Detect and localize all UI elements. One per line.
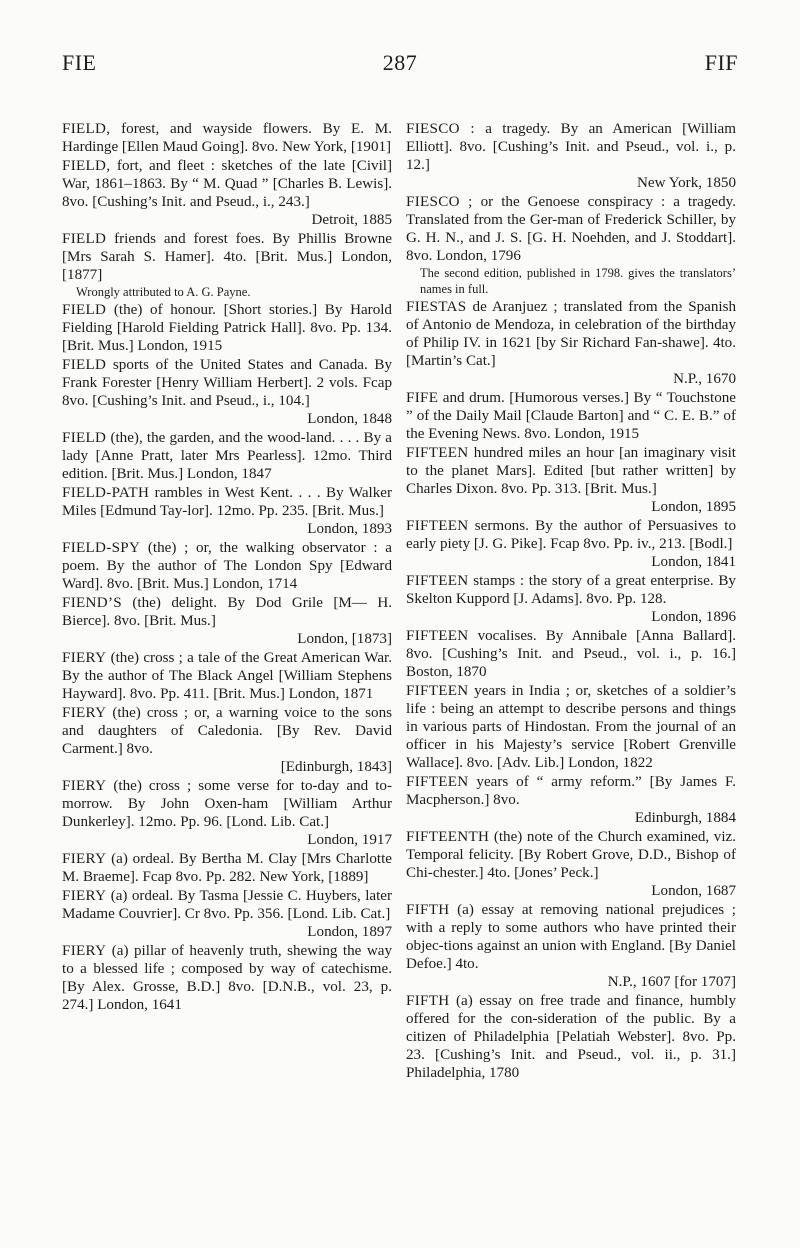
entry-headword: FIFTEEN	[406, 628, 469, 644]
entry-imprint: London, 1841	[651, 554, 736, 570]
entry-body: (the) of honour. [Short stories.] By Harold Fielding [Harold Fielding Patrick Hall]. 8vo. Pp. 134. [Brit. Mus.] London, 1915	[62, 302, 392, 354]
catalog-entry	[406, 517, 736, 571]
catalog-entry	[62, 484, 392, 538]
entry-headword: FIERY	[62, 943, 107, 959]
entry-body: (a) essay at removing national prejudices ; with a reply to some authors who have printed their objec-tions against an union with England. [By Daniel Defoe.] 4to.	[406, 902, 736, 972]
entry-headword: FIERY	[62, 851, 107, 867]
entry-body: (a) ordeal. By Tasma [Jessie C. Huybers, later Madame Couvrier]. Cr 8vo. Pp. 356. [Lond. Lib. Cat.]	[62, 888, 393, 922]
catalog-entry	[406, 120, 736, 192]
entry-headword: FIELD	[62, 430, 107, 446]
right-column	[406, 120, 736, 1083]
entry-note: The second edition, published in 1798. gives the translators’ names in full.	[420, 266, 736, 296]
entry-note: Wrongly attributed to A. G. Payne.	[76, 285, 251, 299]
entry-imprint: London, [1873]	[297, 631, 392, 647]
entry-headword: FIELD-PATH	[62, 485, 150, 501]
entry-body: years of “ army reform.” [By James F. Macpherson.] 8vo.	[406, 774, 736, 808]
running-header	[0, 50, 800, 90]
entry-body: stamps : the story of a great enterprise. By Skelton Kuppord [J. Adams]. 8vo. Pp. 128.	[406, 573, 736, 607]
entry-body: hundred miles an hour [an imaginary visit to the planet Mars]. Edited [but rather written] by Charles Dixon. 8vo. Pp. 313. [Brit. Mus.]	[406, 445, 736, 497]
entry-imprint: Edinburgh, 1884	[634, 810, 736, 826]
entry-headword: FIESCO ;	[406, 194, 473, 210]
catalog-entry	[406, 444, 736, 516]
catalog-entry	[406, 572, 736, 626]
catalog-entry	[62, 356, 392, 428]
entry-body: (the) cross ; some verse for to-day and to-morrow. By John Oxen-ham [William Arthur Dunkerley]. 12mo. Pp. 96. [Lond. Lib. Cat.]	[62, 778, 392, 830]
entry-headword: FIELD	[62, 302, 107, 318]
entry-headword: FIFTH	[406, 902, 450, 918]
entry-headword: FIELD,	[62, 121, 111, 137]
entry-body: (a) ordeal. By Bertha M. Clay [Mrs Charlotte M. Braeme]. Fcap 8vo. Pp. 282. New York, [1889]	[62, 851, 392, 885]
header-left-guide-word: FIE	[62, 50, 97, 75]
entry-headword: FIERY	[62, 705, 107, 721]
entry-headword: FIEND’S	[62, 595, 122, 611]
catalog-entry	[62, 301, 392, 355]
entry-body: (the) ; or, the walking observator : a poem. By the author of The London Spy [Edward Ward]. 8vo. [Brit. Mus.] London, 1714	[62, 540, 392, 592]
catalog-entry	[406, 773, 736, 827]
entry-headword: FIELD	[62, 231, 107, 247]
entry-body: (a) essay on free trade and finance, humbly offered for the con-sideration of the public. By a citizen of Philadelphia [Pelatiah Webster]. 8vo. Pp. 23. [Cushing’s Init. and Pseud., vol. ii., p. 31.] Philadelphia, 1780	[406, 993, 736, 1081]
entry-body: (a) pillar of heavenly truth, shewing the way to a blessed life ; composed by way of catechisme. [By Alex. Grosse, B.D.] 8vo. [D.N.B., vol. 23, p. 274.] London, 1641	[62, 943, 392, 1013]
entry-headword: FIFTEEN	[406, 683, 469, 699]
entry-body: (the) cross ; a tale of the Great American War. By the author of The Black Angel [William Stephens Hayward]. 8vo. Pp. 411. [Brit. Mus.] London, 1871	[62, 650, 392, 702]
entry-body: (the), the garden, and the wood-land. . . . By a lady [Anne Pratt, later Mrs Pearless]. 12mo. Third edition. [Brit. Mus.] London, 1847	[62, 430, 392, 482]
entry-body: sports of the United States and Canada. By Frank Forester [Henry William Herbert]. 2 vols. Fcap 8vo. [Cushing’s Init. and Pseud., i., 104.]	[62, 357, 392, 409]
entry-imprint: London, 1917	[307, 832, 392, 848]
entry-headword: FIFTH	[406, 993, 450, 1009]
catalog-entry	[62, 594, 392, 648]
catalog-entry	[406, 901, 736, 991]
entry-body: or the Genoese conspiracy : a tragedy. Translated from the Ger-man of Frederick Schiller, by G. H. N., and J. S. [G. H. Noehden, and J. Stoddart]. 8vo. London, 1796	[406, 194, 736, 264]
catalog-entry	[62, 120, 392, 156]
entry-headword: FIERY	[62, 888, 107, 904]
entry-body: a tragedy. By an American [William Elliott]. 8vo. [Cushing’s Init. and Pseud., vol. i., p. 12.]	[406, 121, 736, 173]
entry-body: (the) note of the Church examined, viz. Temporal felicity. [By Robert Grove, D.D., Bishop of Chi-chester.] 4to. [Jones’ Peck.]	[406, 829, 736, 881]
entry-imprint: New York, 1850	[637, 175, 736, 191]
entry-headword: FIFTEEN	[406, 774, 469, 790]
entry-imprint: London, 1895	[651, 499, 736, 515]
entry-body: rambles in West Kent. . . . By Walker Miles [Edmund Tay-lor]. 12mo. Pp. 235. [Brit. Mus.]	[62, 485, 393, 519]
entry-imprint: N.P., 1607 [for 1707]	[607, 974, 736, 990]
catalog-entry	[406, 389, 736, 443]
entry-imprint: London, 1687	[651, 883, 736, 899]
entry-headword: FIESCO :	[406, 121, 475, 137]
entry-body: (the) delight. By Dod Grile [M— H. Bierce]. 8vo. [Brit. Mus.]	[62, 595, 392, 629]
entry-headword: FIERY	[62, 650, 107, 666]
entry-body: sermons. By the author of Persuasives to early piety [J. G. Pike]. Fcap 8vo. Pp. iv., 213. [Bodl.]	[406, 518, 736, 552]
entry-headword: FIFTEEN	[406, 518, 469, 534]
catalog-entry	[62, 429, 392, 483]
catalog-entry	[62, 850, 392, 886]
catalog-entry	[62, 539, 392, 593]
entry-headword: FIFTEENTH	[406, 829, 490, 845]
catalog-entry	[406, 298, 736, 388]
entry-imprint: London, 1897	[307, 924, 392, 940]
catalog-entry	[62, 704, 392, 776]
catalog-entry	[406, 682, 736, 772]
entry-imprint: Detroit, 1885	[311, 212, 392, 228]
entry-imprint: London, 1893	[307, 521, 392, 537]
entry-headword: FIFTEEN	[406, 445, 469, 461]
entry-body: (the) cross ; or, a warning voice to the sons and daughters of Caledonia. [By Rev. David Carment.] 8vo.	[62, 705, 392, 757]
catalog-entry	[406, 627, 736, 681]
catalog-entry	[406, 193, 736, 297]
entry-headword: FIELD-SPY	[62, 540, 141, 556]
entry-headword: FIELD	[62, 357, 107, 373]
catalog-entry	[62, 157, 392, 229]
catalog-entry	[406, 828, 736, 900]
entry-body: fort, and fleet : sketches of the late [Civil] War, 1861–1863. By “ M. Quad ” [Charles B. Lewis]. 8vo. [Cushing’s Init. and Pseud., i., 243.]	[62, 158, 393, 210]
catalog-entry	[62, 777, 392, 849]
entry-headword: FIFE	[406, 390, 439, 406]
entry-imprint: London, 1848	[307, 411, 392, 427]
catalog-entry	[62, 649, 392, 703]
header-right-guide-word: FIF	[704, 50, 738, 75]
entry-body: vocalises. By Annibale [Anna Ballard]. 8vo. [Cushing’s Init. and Pseud., vol. i., p. 16.] Boston, 1870	[406, 628, 736, 680]
entry-body: and drum. [Humorous verses.] By “ Touchstone ” of the Daily Mail [Claude Barton] and “ C. E. B.” of the Evening News. 8vo. London, 1915	[406, 390, 737, 442]
catalog-entry	[62, 942, 392, 1014]
entry-headword: FIELD,	[62, 158, 111, 174]
entry-body: friends and forest foes. By Phillis Browne [Mrs Sarah S. Hamer]. 4to. [Brit. Mus.] London, [1877]	[62, 231, 392, 283]
entry-imprint: [Edinburgh, 1843]	[280, 759, 392, 775]
entry-headword: FIESTAS	[406, 299, 467, 315]
entry-imprint: London, 1896	[651, 609, 736, 625]
page-number: 287	[382, 50, 418, 75]
entry-body: forest, and wayside flowers. By E. M. Hardinge [Ellen Maud Going]. 8vo. New York, [1901]	[62, 121, 392, 155]
catalog-entry	[62, 887, 392, 941]
catalog-entry	[62, 230, 392, 300]
entry-imprint: N.P., 1670	[673, 371, 736, 387]
entry-body: years in India ; or, sketches of a soldier’s life : being an attempt to describe persons and things in various parts of Hindostan. From the journal of an officer in his Majesty’s service [Robert Grenville Wallace]. 8vo. [Adv. Lib.] London, 1822	[406, 683, 736, 771]
entry-headword: FIERY	[62, 778, 107, 794]
entry-body: de Aranjuez ; translated from the Spanish of Antonio de Mendoza, in celebration of the birthday of Philip IV. in 1621 [by Sir Richard Fan-shawe]. 4to. [Martin’s Cat.]	[406, 299, 736, 369]
entry-headword: FIFTEEN	[406, 573, 469, 589]
catalog-entry	[406, 992, 736, 1082]
left-column	[62, 120, 392, 1015]
